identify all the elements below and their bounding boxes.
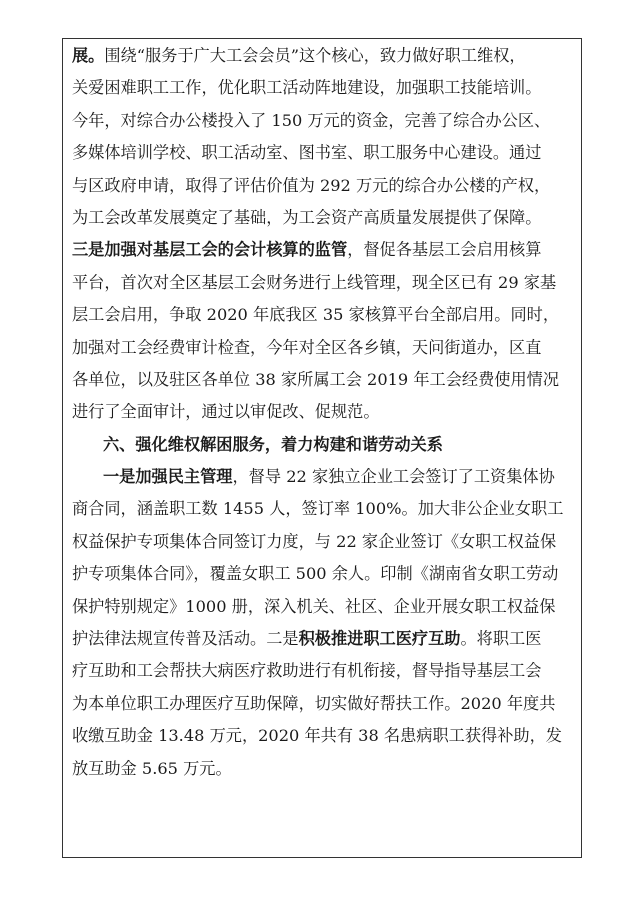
paragraph-line [72, 526, 582, 558]
paragraph-line [72, 267, 582, 299]
body-text: 商合同，涵盖职工数 1455 人，签订率 100%。加大非公企业女职工 [72, 499, 564, 519]
body-text: ，督促各基层工会启用核算 [347, 240, 542, 260]
body-text: 各单位，以及驻区各单位 38 家所属工会 2019 年工会经费使用情况 [72, 369, 560, 389]
bold-text: 六、强化维权解困服务，着力构建和谐劳动关系 [103, 434, 443, 454]
paragraph-line [72, 332, 582, 364]
body-text: 为工会改革发展奠定了基础，为工会资产高质量发展提供了保障。 [72, 207, 542, 227]
paragraph-line [72, 623, 582, 655]
body-text: 保护特别规定》1000 册，深入机关、社区、企业开展女职工权益保 [72, 596, 556, 616]
paragraph-line [72, 234, 582, 266]
paragraph-line [72, 72, 582, 104]
paragraph-line [72, 720, 582, 752]
paragraph-line [72, 202, 582, 234]
paragraph-line [72, 105, 582, 137]
bold-text: 展。 [72, 46, 105, 65]
section-heading [72, 429, 582, 461]
body-text: 今年，对综合办公楼投入了 150 万元的资金，完善了综合办公区、 [72, 110, 551, 130]
body-text: 平台，首次对全区基层工会财务进行上线管理，现全区已有 29 家基 [72, 272, 557, 292]
body-text: 层工会启用，争取 2020 年底我区 35 家核算平台全部启用。同时， [72, 305, 560, 325]
body-text: 围绕“服务于广大工会会员”这个核心，致力做好职工维权， [104, 46, 526, 65]
paragraph-line [72, 40, 582, 72]
paragraph-line [72, 170, 582, 202]
paragraph-line [72, 493, 582, 525]
body-text: 进行了全面审计，通过以审促改、促规范。 [72, 402, 380, 422]
bold-text: 积极推进职工医疗互助 [298, 629, 461, 649]
body-text: 护法律法规宣传普及活动。二是 [72, 629, 299, 649]
bold-text: 三是加强对基层工会的会计核算的监管 [72, 240, 348, 260]
body-text: 。将职工医 [460, 629, 542, 649]
paragraph-line [72, 299, 582, 331]
paragraph-line [72, 688, 582, 720]
paragraph-line [72, 558, 582, 590]
paragraph-line [72, 655, 582, 687]
body-text: 放互助金 5.65 万元。 [72, 758, 232, 778]
body-text: 权益保护专项集体合同签订力度，与 22 家企业签订《女职工权益保 [72, 531, 557, 551]
body-text: 疗互助和工会帮扶大病医疗救助进行有机衔接，督导指导基层工会 [72, 661, 542, 681]
paragraph-line [72, 591, 582, 623]
body-text: 与区政府申请，取得了评估价值为 292 万元的综合办公楼的产权， [72, 175, 551, 195]
body-text: 加强对工会经费审计检查，今年对全区各乡镇，天问街道办，区直 [72, 337, 542, 357]
body-text: 关爱困难职工工作，优化职工活动阵地建设，加强职工技能培训。 [72, 78, 542, 98]
paragraph-line [72, 753, 582, 785]
paragraph-line [72, 461, 582, 493]
paragraph-line [72, 396, 582, 428]
body-text: ，督导 22 家独立企业工会签订了工资集体协 [232, 467, 555, 487]
body-text: 收缴互助金 13.48 万元，2020 年共有 38 名患病职工获得补助，发 [72, 726, 562, 746]
paragraph-line [72, 137, 582, 169]
bold-text: 一是加强民主管理 [103, 467, 233, 487]
body-text: 多媒体培训学校、职工活动室、图书室、职工服务中心建设。通过 [72, 143, 542, 163]
body-text: 为本单位职工办理医疗互助保障，切实做好帮扶工作。2020 年度共 [72, 693, 556, 713]
body-text: 护专项集体合同》，覆盖女职工 500 余人。印制《湖南省女职工劳动 [72, 564, 559, 584]
document-body [72, 40, 582, 785]
paragraph-line [72, 364, 582, 396]
